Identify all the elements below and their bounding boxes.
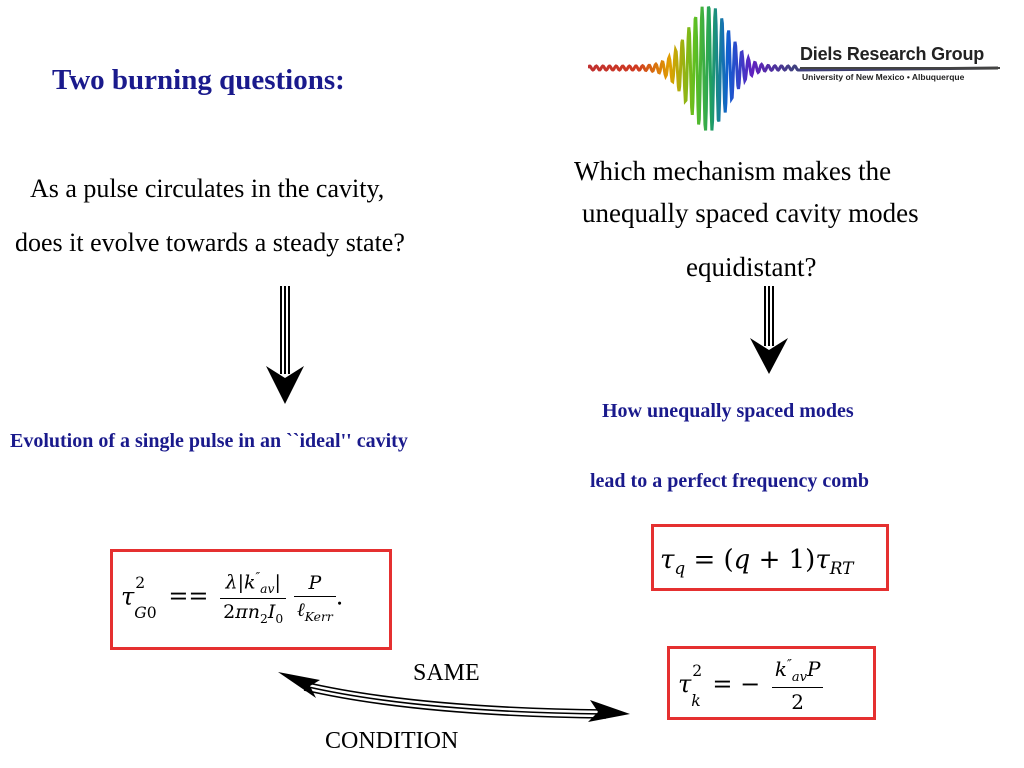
right-answer-line2: lead to a perfect frequency comb xyxy=(590,470,870,492)
label-same: SAME xyxy=(413,660,480,686)
formula-box-tau-k xyxy=(667,646,876,720)
logo-divider xyxy=(800,67,1000,69)
label-condition: CONDITION xyxy=(325,728,459,754)
formula-tau-q: $\tau_q = (q + 1)\tau_{RT}$ xyxy=(660,545,854,579)
slide-title: Two burning questions: xyxy=(52,64,345,96)
formula-tau-k: τ 2 $_k$ = − $\frac{k''_{av}P}{2}$ xyxy=(678,657,823,714)
left-down-arrow-icon xyxy=(260,282,310,408)
formula-tau-g0: τ 2 $_{G0}$ == $\frac{\lambda|k''_{av}|}{2\pi n_2I_0}$ $\frac{P}{\ell_{Kerr}}$ . xyxy=(121,570,344,626)
left-question-line2: does it evolve towards a steady state? xyxy=(15,228,405,257)
right-question-line2: unequally spaced cavity modes xyxy=(582,198,919,228)
formula-box-tau-q xyxy=(651,524,889,591)
formula-box-pulse-duration xyxy=(110,549,392,650)
logo-name: Diels Research Group xyxy=(800,44,985,64)
right-question-line3: equidistant? xyxy=(686,252,817,282)
left-question-line1: As a pulse circulates in the cavity, xyxy=(30,174,385,203)
logo-subtitle: University of New Mexico • Albuquerque xyxy=(802,72,965,82)
right-question-line1: Which mechanism makes the xyxy=(574,156,892,186)
left-answer: Evolution of a single pulse in an ``ideal'' cavity xyxy=(10,430,408,452)
right-down-arrow-icon xyxy=(744,284,794,378)
right-answer-line1: How unequally spaced modes xyxy=(602,400,854,422)
